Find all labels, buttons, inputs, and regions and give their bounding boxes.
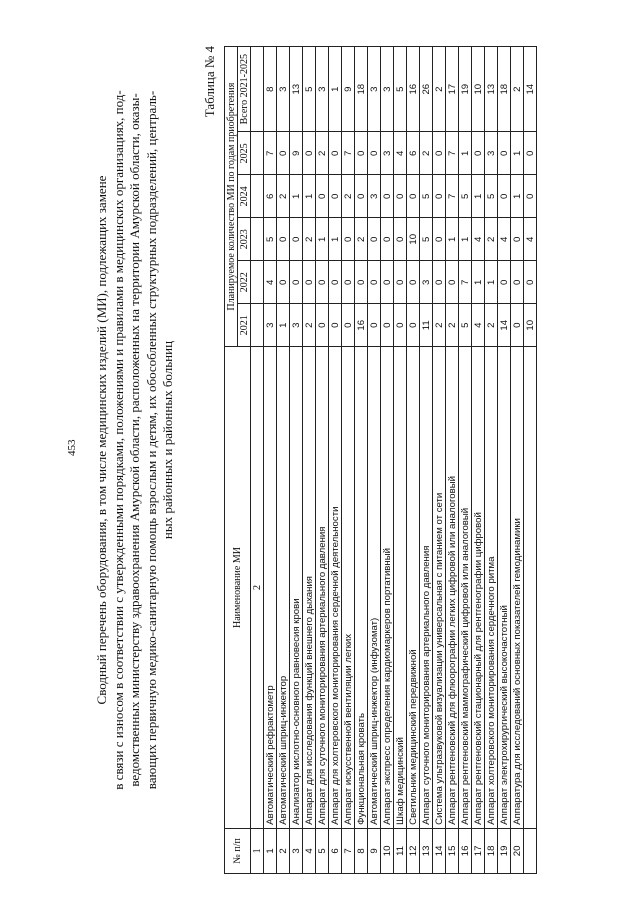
- row-year-value: 2: [446, 304, 459, 347]
- row-year-value: 0: [498, 132, 511, 175]
- index-cell: [251, 47, 264, 132]
- row-year-value: 1: [472, 175, 485, 218]
- row-year-value: 3: [290, 304, 303, 347]
- row-year-value: 0: [394, 218, 407, 261]
- title-line: в связи с износом в соответствии с утвержденными порядками, положениями и правилами в медицинских организациях, под-: [110, 90, 126, 790]
- row-total-value: 1: [329, 47, 342, 132]
- row-year-value: 5: [420, 175, 433, 218]
- row-year-value: 7: [264, 132, 277, 175]
- row-year-value: 2: [316, 132, 329, 175]
- row-year-value: 2: [277, 175, 290, 218]
- table-row: [342, 47, 355, 874]
- row-year-value: 0: [381, 304, 394, 347]
- row-year-value: 0: [394, 175, 407, 218]
- row-year-value: 0: [277, 218, 290, 261]
- row-year-value: 0: [342, 304, 355, 347]
- row-year-value: 0: [511, 261, 524, 304]
- row-total-value: 3: [316, 47, 329, 132]
- row-year-value: 0: [342, 261, 355, 304]
- table-label: Таблица № 4: [202, 46, 217, 118]
- document-title: [94, 90, 177, 790]
- row-year-value: 7: [446, 175, 459, 218]
- row-total-value: 14: [524, 47, 537, 132]
- row-year-value: 0: [511, 218, 524, 261]
- index-cell: [251, 218, 264, 261]
- row-year-value: 7: [446, 132, 459, 175]
- row-year-value: 0: [407, 304, 420, 347]
- row-year-value: 0: [407, 175, 420, 218]
- row-year-value: 9: [290, 132, 303, 175]
- row-year-value: 4: [472, 218, 485, 261]
- table-row: [446, 47, 459, 874]
- row-total-value: 17: [446, 47, 459, 132]
- row-year-value: 0: [407, 261, 420, 304]
- row-year-value: 2: [485, 304, 498, 347]
- table-row: [459, 47, 472, 874]
- row-year-value: 0: [498, 261, 511, 304]
- row-name: Аппарат экспресс определения кардиомаркеров портативный: [381, 347, 394, 829]
- row-year-value: 0: [433, 218, 446, 261]
- table-row: [329, 47, 342, 874]
- row-number: 14: [433, 828, 446, 873]
- row-year-value: 0: [368, 304, 381, 347]
- row-name: Автоматический шприц-инжектор (инфузомат): [368, 347, 381, 829]
- row-year-value: 1: [303, 175, 316, 218]
- row-total-value: 5: [303, 47, 316, 132]
- row-year-value: 4: [472, 304, 485, 347]
- table-row: [290, 47, 303, 874]
- row-year-value: 1: [316, 218, 329, 261]
- row-year-value: 1: [290, 175, 303, 218]
- row-number: 19: [498, 828, 511, 873]
- row-name: Аппарат для суточного мониторирования артериального давления: [316, 347, 329, 829]
- table-body: [264, 47, 537, 874]
- row-number: 4: [303, 828, 316, 873]
- equipment-table: [224, 46, 537, 874]
- row-year-value: 0: [316, 261, 329, 304]
- row-number: 3: [290, 828, 303, 873]
- row-total-value: 2: [511, 47, 524, 132]
- table-row: [355, 47, 368, 874]
- table-row: [433, 47, 446, 874]
- index-cell: 1: [251, 828, 264, 873]
- row-year-value: 2: [342, 175, 355, 218]
- row-year-value: 0: [355, 132, 368, 175]
- header-number: № п/п: [225, 828, 251, 873]
- row-year-value: 0: [329, 304, 342, 347]
- row-year-value: 10: [407, 218, 420, 261]
- row-total-value: 10: [472, 47, 485, 132]
- row-year-value: 7: [342, 132, 355, 175]
- table-row: [394, 47, 407, 874]
- row-year-value: 16: [355, 304, 368, 347]
- row-total-value: 13: [485, 47, 498, 132]
- row-year-value: 6: [407, 132, 420, 175]
- row-year-value: 0: [433, 261, 446, 304]
- row-total-value: 19: [459, 47, 472, 132]
- row-name: Автоматический шприц-инжектор: [277, 347, 290, 829]
- row-year-value: 0: [316, 304, 329, 347]
- table-row: [485, 47, 498, 874]
- row-year-value: 0: [472, 132, 485, 175]
- row-year-value: 4: [498, 218, 511, 261]
- row-year-value: 2: [420, 132, 433, 175]
- row-year-value: 4: [394, 132, 407, 175]
- row-total-value: 2: [433, 47, 446, 132]
- row-number: 11: [394, 828, 407, 873]
- row-year-value: 2: [485, 218, 498, 261]
- row-year-value: 0: [394, 261, 407, 304]
- table-header-row: [225, 47, 238, 874]
- index-cell: [251, 132, 264, 175]
- row-number: 20: [511, 828, 524, 873]
- row-year-value: 0: [329, 261, 342, 304]
- row-number: 10: [381, 828, 394, 873]
- row-name: [524, 347, 537, 829]
- row-year-value: 1: [459, 132, 472, 175]
- row-year-value: 3: [381, 132, 394, 175]
- row-year-value: 5: [420, 218, 433, 261]
- row-total-value: 9: [342, 47, 355, 132]
- row-year-value: 0: [446, 261, 459, 304]
- row-year-value: 0: [381, 261, 394, 304]
- row-year-value: 0: [394, 304, 407, 347]
- row-total-value: 8: [264, 47, 277, 132]
- row-total-value: 3: [277, 47, 290, 132]
- row-year-value: 1: [511, 132, 524, 175]
- row-year-value: 1: [485, 261, 498, 304]
- row-year-value: 0: [303, 132, 316, 175]
- row-year-value: 5: [264, 218, 277, 261]
- table-row: [368, 47, 381, 874]
- table-row: [407, 47, 420, 874]
- header-year: 2021: [238, 304, 251, 347]
- title-line: Сводный перечень оборудования, в том числе медицинских изделий (МИ), подлежащих замене: [94, 175, 109, 705]
- row-number: 9: [368, 828, 381, 873]
- row-year-value: 0: [329, 132, 342, 175]
- row-year-value: 0: [368, 261, 381, 304]
- row-year-value: 1: [511, 175, 524, 218]
- row-total-value: 13: [290, 47, 303, 132]
- row-name: Шкаф медицинский: [394, 347, 407, 829]
- row-name: Аппарат рентгеновский маммографический цифровой или аналоговый: [459, 347, 472, 829]
- row-year-value: 1: [277, 304, 290, 347]
- row-year-value: 2: [355, 218, 368, 261]
- row-year-value: 1: [472, 261, 485, 304]
- row-year-value: 1: [459, 218, 472, 261]
- row-name: Система ультразвуковой визуализации универсальная с питанием от сети: [433, 347, 446, 829]
- row-year-value: 0: [355, 175, 368, 218]
- row-number: 12: [407, 828, 420, 873]
- table-row: [420, 47, 433, 874]
- row-name: Аппарат искусственной вентиляции легких: [342, 347, 355, 829]
- row-year-value: 11: [420, 304, 433, 347]
- row-year-value: 0: [342, 218, 355, 261]
- row-name: Аппарат рентгеновский для флюорографии легких цифровой или аналоговый: [446, 347, 459, 829]
- title-line: ных районных и районных больниц: [160, 340, 176, 540]
- table-row: [511, 47, 524, 874]
- header-year: 2024: [238, 175, 251, 218]
- row-year-value: 5: [459, 304, 472, 347]
- row-year-value: 0: [433, 132, 446, 175]
- row-year-value: 0: [316, 175, 329, 218]
- row-name: Аппарат для холтеровского мониторирования сердечной деятельности: [329, 347, 342, 829]
- row-year-value: 7: [459, 261, 472, 304]
- row-year-value: 3: [485, 132, 498, 175]
- row-total-value: 16: [407, 47, 420, 132]
- row-name: Аппарат холтеровского мониторирования сердечного ритма: [485, 347, 498, 829]
- row-total-value: 5: [394, 47, 407, 132]
- row-number: 16: [459, 828, 472, 873]
- row-number: 17: [472, 828, 485, 873]
- row-year-value: 2: [433, 304, 446, 347]
- row-number: [524, 828, 537, 873]
- row-total-value: 18: [355, 47, 368, 132]
- row-year-value: 2: [303, 218, 316, 261]
- row-year-value: 0: [368, 132, 381, 175]
- row-year-value: 0: [524, 261, 537, 304]
- row-number: 15: [446, 828, 459, 873]
- index-cell: [251, 304, 264, 347]
- row-year-value: 3: [420, 261, 433, 304]
- row-name: Аппарат электрохирургический высокочастотный: [498, 347, 511, 829]
- row-year-value: 0: [368, 218, 381, 261]
- row-year-value: 5: [485, 175, 498, 218]
- row-year-value: 0: [524, 175, 537, 218]
- row-year-value: 4: [264, 261, 277, 304]
- table-row: [316, 47, 329, 874]
- row-year-value: 0: [329, 175, 342, 218]
- row-total-value: 3: [381, 47, 394, 132]
- index-cell: 2: [251, 347, 264, 829]
- table-index-row: [251, 47, 264, 874]
- table-row: [524, 47, 537, 874]
- header-name: Наименование МИ: [225, 347, 251, 829]
- row-year-value: 0: [355, 261, 368, 304]
- table-row: [303, 47, 316, 874]
- row-year-value: 0: [524, 132, 537, 175]
- row-year-value: 0: [381, 218, 394, 261]
- rotated-content: [0, 30, 640, 890]
- header-group: Планируемое количество МИ по годам приобретения: [225, 47, 238, 347]
- row-total-value: 26: [420, 47, 433, 132]
- table-row: [381, 47, 394, 874]
- row-total-value: 18: [498, 47, 511, 132]
- row-name: Аппарат для исследования функций внешнего дыхания: [303, 347, 316, 829]
- table-row: [472, 47, 485, 874]
- row-number: 18: [485, 828, 498, 873]
- index-cell: [251, 175, 264, 218]
- title-line: вающих первичную медико-санитарную помощь взрослым и детям, их обособленных структурных подразделений, централь-: [143, 90, 159, 790]
- header-year: 2025: [238, 132, 251, 175]
- table-row: [277, 47, 290, 874]
- index-cell: [251, 261, 264, 304]
- row-year-value: 0: [290, 218, 303, 261]
- row-year-value: 4: [524, 218, 537, 261]
- row-year-value: 0: [277, 132, 290, 175]
- row-year-value: 0: [511, 304, 524, 347]
- row-number: 13: [420, 828, 433, 873]
- row-year-value: 6: [264, 175, 277, 218]
- row-number: 5: [316, 828, 329, 873]
- row-number: 8: [355, 828, 368, 873]
- row-year-value: 2: [303, 304, 316, 347]
- row-number: 2: [277, 828, 290, 873]
- row-name: Анализатор кислотно-основного равновесия крови: [290, 347, 303, 829]
- row-name: Функциональная кровать: [355, 347, 368, 829]
- row-year-value: 5: [459, 175, 472, 218]
- title-line: ведомственных министерству здравоохранения Амурской области, расположенных на территории Амурской области, оказы-: [127, 93, 143, 787]
- header-total: Всего 2021-2025: [238, 47, 251, 132]
- row-name: Светильник медицинский передвижной: [407, 347, 420, 829]
- row-year-value: 0: [277, 261, 290, 304]
- table-row: [264, 47, 277, 874]
- row-year-value: 0: [290, 261, 303, 304]
- row-year-value: 0: [498, 175, 511, 218]
- row-number: 6: [329, 828, 342, 873]
- row-year-value: 1: [329, 218, 342, 261]
- row-year-value: 3: [368, 175, 381, 218]
- row-total-value: 3: [368, 47, 381, 132]
- row-year-value: 10: [524, 304, 537, 347]
- row-name: Автоматический рефрактометр: [264, 347, 277, 829]
- row-name: Аппарат суточного мониторирования артериального давления: [420, 347, 433, 829]
- table-row: [498, 47, 511, 874]
- header-year: 2023: [238, 218, 251, 261]
- row-year-value: 0: [303, 261, 316, 304]
- row-name: Аппарат рентгеновский стационарный для рентгенографии цифровой: [472, 347, 485, 829]
- row-name: Аппаратура для исследований основных показателей гемодинамики: [511, 347, 524, 829]
- row-number: 7: [342, 828, 355, 873]
- row-year-value: 3: [264, 304, 277, 347]
- row-year-value: 0: [433, 175, 446, 218]
- header-year: 2022: [238, 261, 251, 304]
- page-number: 453: [66, 439, 78, 456]
- row-year-value: 0: [381, 175, 394, 218]
- row-number: 1: [264, 828, 277, 873]
- row-year-value: 14: [498, 304, 511, 347]
- row-year-value: 1: [446, 218, 459, 261]
